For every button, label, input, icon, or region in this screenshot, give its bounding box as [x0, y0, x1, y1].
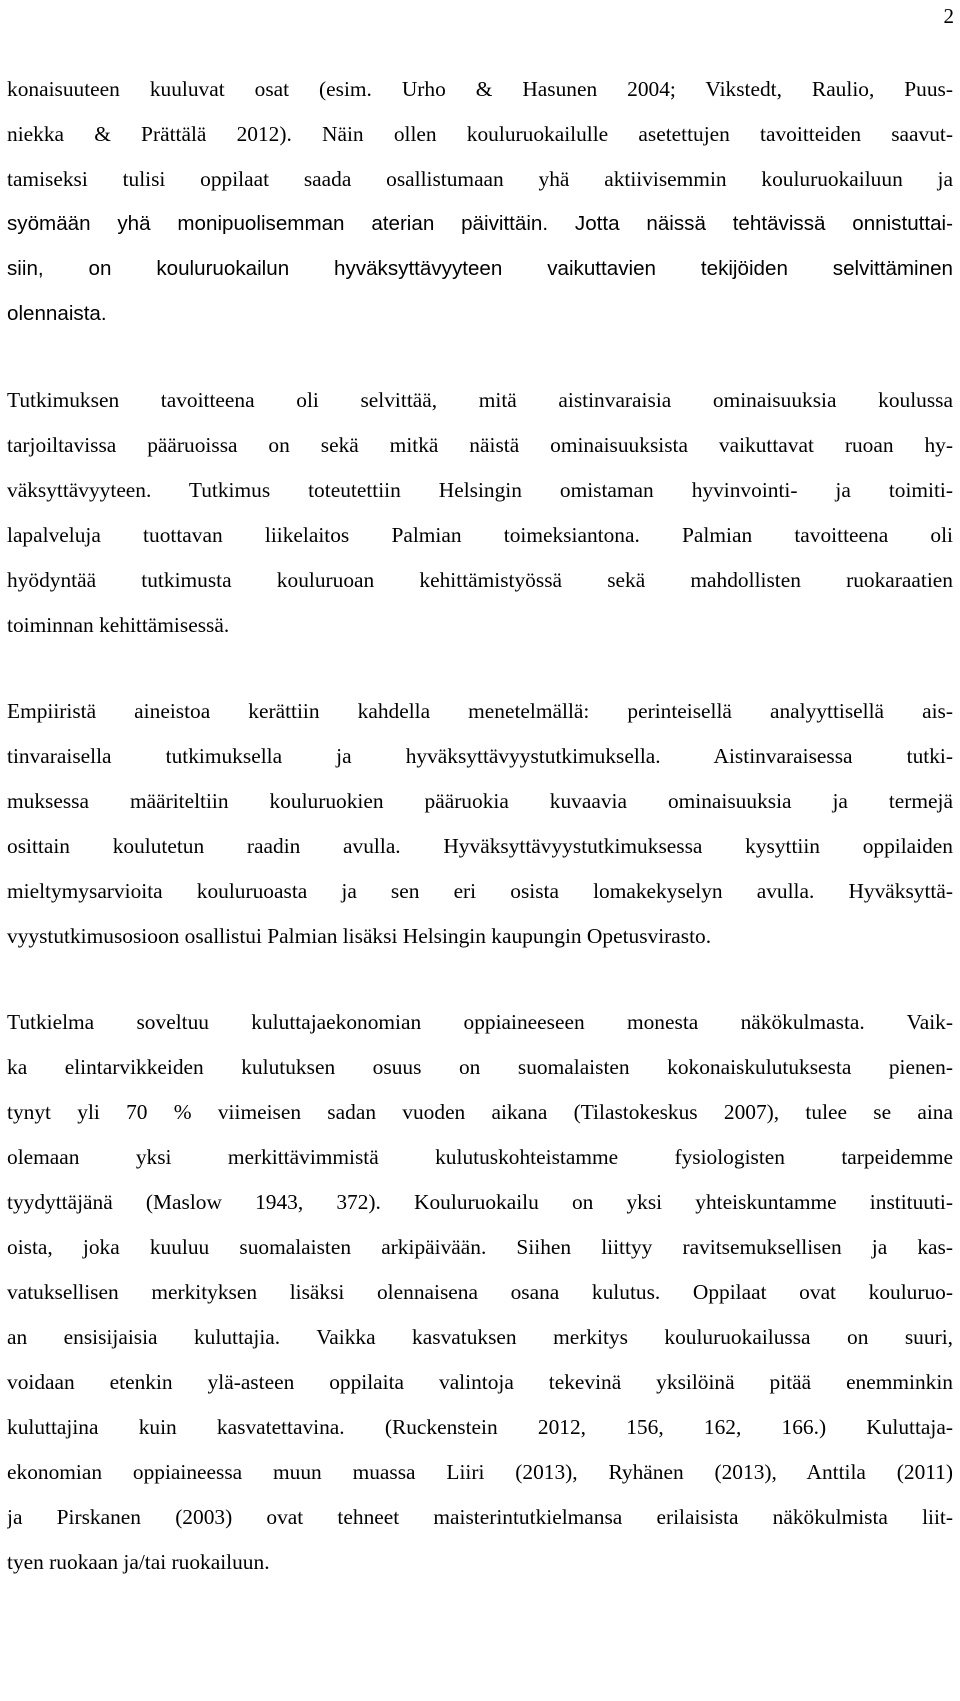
text-line: syömään yhä monipuolisemman aterian päivittäin. Jotta näissä tehtävissä onnistuttai- — [7, 212, 953, 235]
text-line: tarjoiltavissa pääruoissa on sekä mitkä näistä ominaisuuksista vaikuttavat ruoan hy- — [7, 433, 953, 457]
text-line: muksessa määriteltiin kouluruokien pääruokia kuvaavia ominaisuuksia ja termejä — [7, 789, 953, 813]
text-line: konaisuuteen kuuluvat osat (esim. Urho & Hasunen 2004; Vikstedt, Raulio, Puus- — [7, 77, 953, 101]
text-line: tyen ruokaan ja/tai ruokailuun. — [7, 1550, 270, 1574]
text-line: ka elintarvikkeiden kulutuksen osuus on suomalaisten kokonaiskulutuksesta pienen- — [7, 1055, 953, 1079]
text-line: lapalveluja tuottavan liikelaitos Palmian toimeksiantona. Palmian tavoitteena oli — [7, 523, 953, 547]
text-line: toiminnan kehittämisessä. — [7, 613, 230, 637]
text-line: tamiseksi tulisi oppilaat saada osallistumaan yhä aktiivisemmin kouluruokailuun ja — [7, 167, 953, 191]
page-number: 2 — [943, 4, 954, 28]
text-line: olemaan yksi merkittävimmistä kulutuskohteistamme fysiologisten tarpeidemme — [7, 1145, 953, 1169]
text-line: tyydyttäjänä (Maslow 1943, 372). Kouluruokailu on yksi yhteiskuntamme instituuti- — [7, 1190, 953, 1214]
text-line: ekonomian oppiaineessa muun muassa Liiri (2013), Ryhänen (2013), Anttila (2011) — [7, 1460, 953, 1484]
text-line: väksyttävyyteen. Tutkimus toteutettiin Helsingin omistaman hyvinvointi- ja toimiti- — [7, 478, 953, 502]
text-line: siin, on kouluruokailun hyväksyttävyyteen vaikuttavien tekijöiden selvittäminen — [7, 257, 953, 280]
text-line: vyystutkimusosioon osallistui Palmian lisäksi Helsingin kaupungin Opetusvirasto. — [7, 924, 712, 948]
text-line: osittain koulutetun raadin avulla. Hyväksyttävyystutkimuksessa kysyttiin oppilaiden — [7, 834, 953, 858]
text-line: mieltymysarvioita kouluruoasta ja sen eri osista lomakekyselyn avulla. Hyväksyttä- — [7, 879, 953, 903]
text-line: ja Pirskanen (2003) ovat tehneet maisterintutkielmansa erilaisista näkökulmista liit- — [7, 1505, 953, 1529]
text-line: tinvaraisella tutkimuksella ja hyväksyttävyystutkimuksella. Aistinvaraisessa tutki- — [7, 744, 953, 768]
text-line: olennaista. — [7, 302, 107, 325]
text-line: Tutkielma soveltuu kuluttajaekonomian oppiaineeseen monesta näkökulmasta. Vaik- — [7, 1010, 953, 1034]
text-line: Tutkimuksen tavoitteena oli selvittää, mitä aistinvaraisia ominaisuuksia koulussa — [7, 388, 953, 412]
text-line: vatuksellisen merkityksen lisäksi olennaisena osana kulutus. Oppilaat ovat kouluruo- — [7, 1280, 953, 1304]
text-line: voidaan etenkin ylä-asteen oppilaita valintoja tekevinä yksilöinä pitää enemminkin — [7, 1370, 953, 1394]
text-line: oista, joka kuuluu suomalaisten arkipäivään. Siihen liittyy ravitsemuksellisen ja kas- — [7, 1235, 953, 1259]
text-line: kuluttajina kuin kasvatettavina. (Ruckenstein 2012, 156, 162, 166.) Kuluttaja- — [7, 1415, 953, 1439]
text-line: niekka & Prättälä 2012). Näin ollen kouluruokailulle asetettujen tavoitteiden saavut- — [7, 122, 953, 146]
text-line: hyödyntää tutkimusta kouluruoan kehittämistyössä sekä mahdollisten ruokaraatien — [7, 568, 953, 592]
text-line: tynyt yli 70 % viimeisen sadan vuoden aikana (Tilastokeskus 2007), tulee se aina — [7, 1100, 953, 1124]
text-line: Empiiristä aineistoa kerättiin kahdella menetelmällä: perinteisellä analyyttisellä ais- — [7, 699, 953, 723]
text-line: an ensisijaisia kuluttajia. Vaikka kasvatuksen merkitys kouluruokailussa on suuri, — [7, 1325, 953, 1349]
